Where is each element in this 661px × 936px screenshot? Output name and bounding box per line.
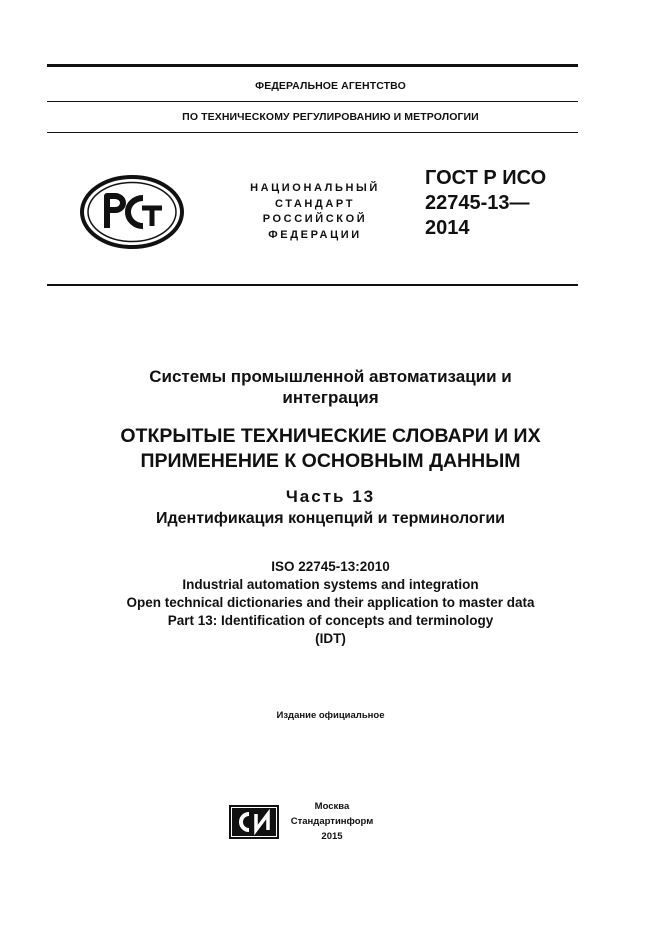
agency-name-line2: ПО ТЕХНИЧЕСКОМУ РЕГУЛИРОВАНИЮ И МЕТРОЛОГИИ xyxy=(182,111,479,123)
standard-code-line-2: 22745-13— xyxy=(425,192,530,214)
rst-logo-icon xyxy=(79,174,185,250)
main-title-line1: ОТКРЫТЫЕ ТЕХНИЧЕСКИЕ СЛОВАРИ И ИХ xyxy=(120,425,541,447)
national-line-4: ФЕДЕРАЦИИ xyxy=(268,228,362,241)
publisher-name: Стандартинформ xyxy=(290,816,374,827)
standard-code xyxy=(425,166,546,241)
edition-label: Издание официальное xyxy=(276,710,385,721)
iso-reference: ISO 22745-13:2010 xyxy=(271,559,390,574)
agency-bottom-divider xyxy=(47,132,578,133)
publisher-block xyxy=(282,799,382,844)
main-title-line2: ПРИМЕНЕНИЕ К ОСНОВНЫМ ДАННЫМ xyxy=(140,450,521,472)
national-standard-label xyxy=(236,181,394,243)
publisher-city: Москва xyxy=(314,801,350,812)
iso-title-line2: Open technical dictionaries and their application to master data xyxy=(126,595,535,610)
standard-code-line-1: ГОСТ Р ИСО xyxy=(425,167,547,189)
iso-title-line3: Part 13: Identification of concepts and terminology xyxy=(167,613,494,628)
standard-block-rule xyxy=(47,284,578,286)
standard-code-line-3: 2014 xyxy=(425,217,470,239)
agency-name-line1: ФЕДЕРАЛЬНОЕ АГЕНТСТВО xyxy=(255,80,406,92)
national-line-1: НАЦИОНАЛЬНЫЙ xyxy=(250,182,380,194)
iso-equivalence: (IDT) xyxy=(315,631,346,646)
national-line-2: СТАНДАРТ xyxy=(274,197,356,210)
national-line-3: РОССИЙСКОЙ xyxy=(262,213,368,225)
publisher-year: 2015 xyxy=(321,831,343,842)
standartinform-logo-icon xyxy=(229,805,279,839)
series-title-line1: Системы промышленной автоматизации и xyxy=(149,367,512,386)
agency-divider xyxy=(47,101,578,102)
iso-title-line1: Industrial automation systems and integration xyxy=(182,577,479,592)
part-number: Часть 13 xyxy=(285,487,376,506)
series-title-line2: интеграция xyxy=(282,388,379,407)
top-rule xyxy=(47,64,578,67)
part-title: Идентификация концепций и терминологии xyxy=(155,510,506,527)
